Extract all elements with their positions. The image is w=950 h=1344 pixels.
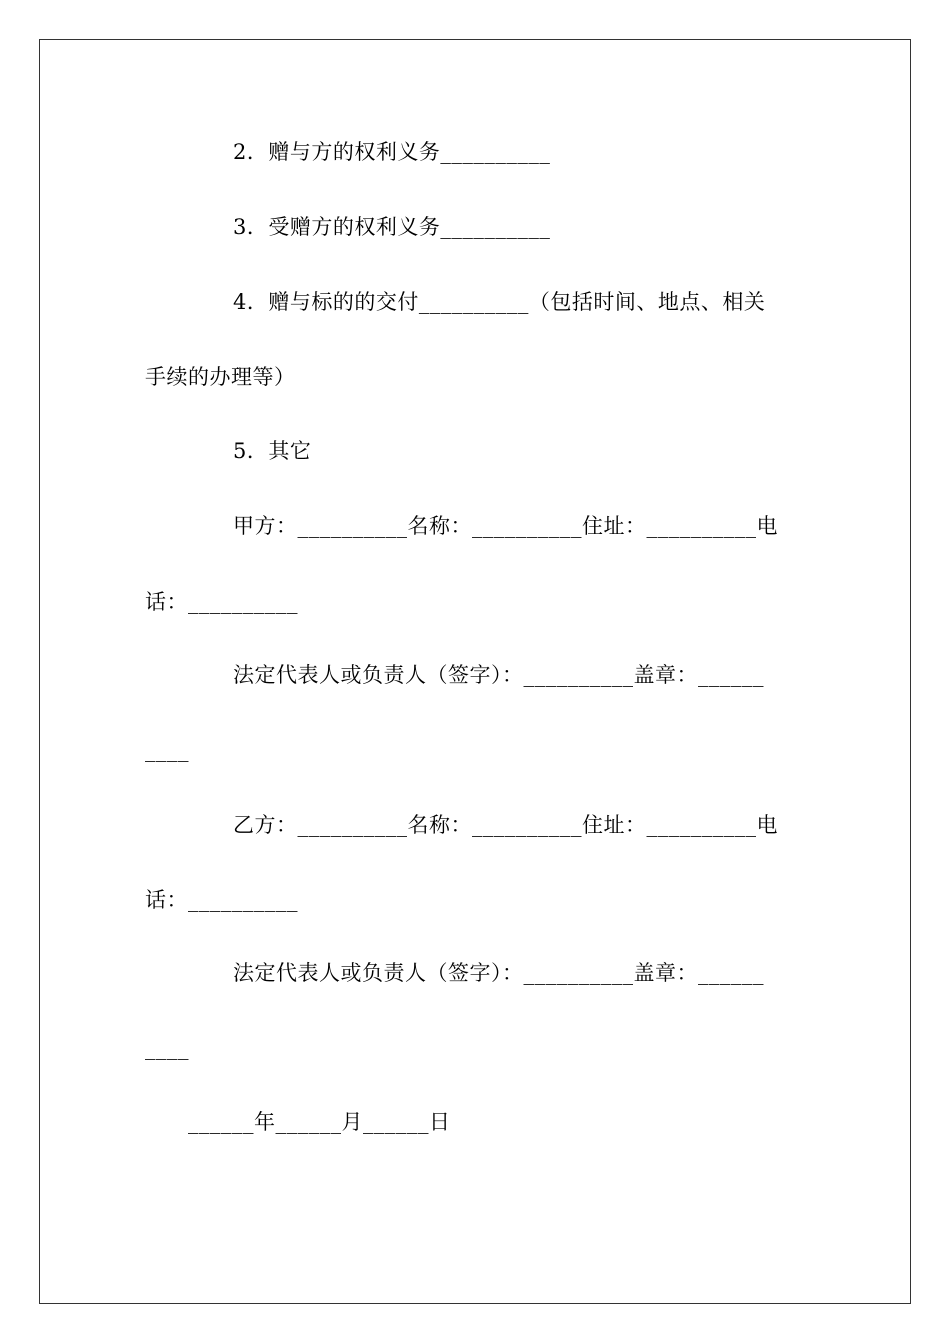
party-a-representative-line2: ____: [145, 738, 189, 762]
clause-5-other: 5．其它: [233, 439, 312, 463]
clause-4-delivery-line1: 4．赠与标的的交付__________（包括时间、地点、相关: [233, 290, 766, 314]
party-a-info-line1: 甲方：__________名称：__________住址：__________电: [233, 514, 778, 538]
party-b-representative-line2: ____: [145, 1036, 189, 1060]
signing-date: ______年______月______日: [188, 1110, 451, 1134]
party-b-info-line2: 话：__________: [145, 888, 298, 912]
party-b-representative-line1: 法定代表人或负责人（签字）：__________盖章：______: [233, 961, 764, 985]
party-a-info-line2: 话：__________: [145, 590, 298, 614]
clause-2-donor-rights: 2．赠与方的权利义务__________: [233, 140, 551, 164]
party-a-representative-line1: 法定代表人或负责人（签字）：__________盖章：______: [233, 663, 764, 687]
party-b-info-line1: 乙方：__________名称：__________住址：__________电: [233, 813, 778, 837]
clause-3-donee-rights: 3．受赠方的权利义务__________: [233, 215, 551, 239]
clause-4-delivery-line2: 手续的办理等）: [145, 365, 296, 389]
